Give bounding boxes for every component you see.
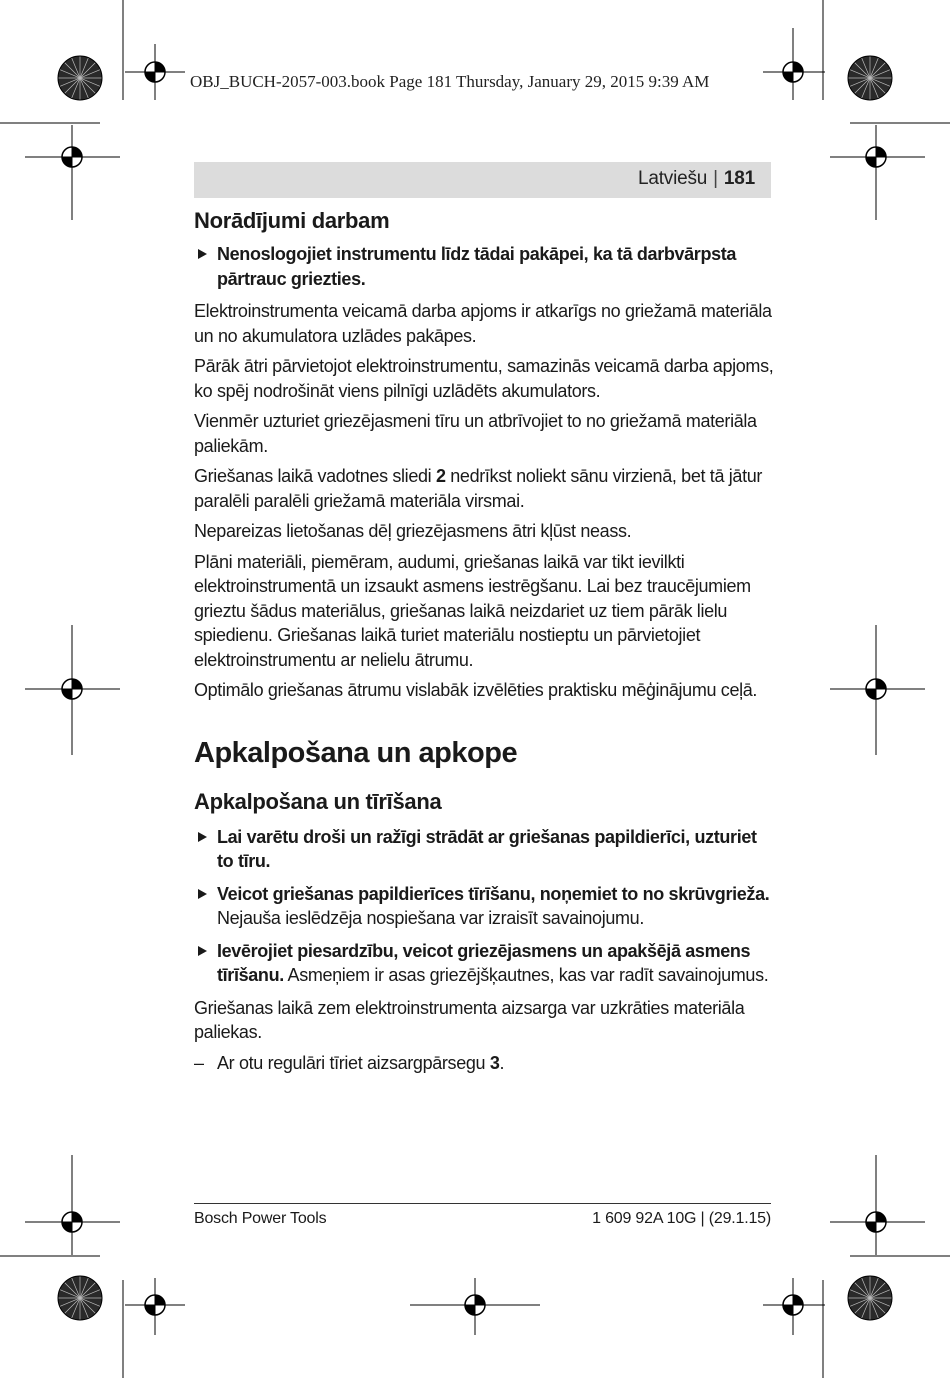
paragraph xyxy=(194,464,774,513)
page-content xyxy=(194,206,774,1081)
dash-text-end: . xyxy=(499,1052,505,1073)
bullet-triangle-icon xyxy=(198,249,207,259)
page-header-label xyxy=(638,168,755,190)
warning-bullet xyxy=(194,882,774,931)
paragraph: Plāni materiāli, piemēram, audumi, griešanas laikā var tikt ievilkti elektroinstrumentā un izsaukt asmens iestrēgšanu. Lai bez traucējumiem grieztu šādus materiālus, griešanas laikā neizdariet uz tiem pārāk lielu spiedienu. Griešanas laikā turiet materiālu nostieptu un pārvietojiet elektroinstrumentu ar nelielu ātrumu. xyxy=(194,551,751,670)
paragraph-text: Griešanas laikā vadotnes sliedi xyxy=(194,466,436,486)
footer-doc-id: 1 609 92A 10G | (29.1.15) xyxy=(592,1210,771,1227)
header-separator: | xyxy=(713,168,718,189)
header-page-number: 181 xyxy=(723,168,755,189)
page-header-bar xyxy=(194,162,771,198)
dash-text: Ar otu regulāri tīriet aizsargpārsegu xyxy=(217,1052,490,1073)
part-reference: 2 xyxy=(435,466,446,486)
warning-bullet xyxy=(194,825,774,874)
paragraph: Griešanas laikā zem elektroinstrumenta aizsarga var uzkrāties materiāla paliekas. xyxy=(194,997,745,1042)
bullet-triangle-icon xyxy=(198,946,207,956)
footer-brand: Bosch Power Tools xyxy=(194,1210,327,1227)
chapter-title: Apkalpošana un apkope xyxy=(194,736,518,769)
paragraph: Vienmēr uzturiet griezējasmeni tīru un atbrīvojiet to no griežamā materiāla paliekām. xyxy=(194,411,757,456)
warning-bullet xyxy=(194,939,774,988)
bullet-triangle-icon xyxy=(198,889,207,899)
subsection-title: Apkalpošana un tīrīšana xyxy=(194,788,442,814)
dash-marker: – xyxy=(194,1052,204,1073)
bullet-text: Asmeņiem ir asas griezējšķautnes, kas var radīt savainojumus. xyxy=(283,965,769,985)
book-slug-line: OBJ_BUCH-2057-003.book Page 181 Thursday, January 29, 2015 9:39 AM xyxy=(190,72,710,91)
bullet-text: Nenoslogojiet instrumentu līdz tādai pakāpei, ka tā darbvārpsta pārtrauc griezties. xyxy=(217,244,737,289)
warning-bullet xyxy=(194,242,774,291)
bullet-text: Nejauša ieslēdzēja nospiešana var izraisīt savainojumu. xyxy=(217,908,644,928)
bullet-bold-text: Veicot griešanas papildierīces tīrīšanu, noņemiet to no skrūvgrieža. xyxy=(217,883,770,904)
bullet-text: Lai varētu droši un ražīgi strādāt ar griešanas papildierīci, uzturiet to tīru. xyxy=(217,826,757,871)
paragraph: Nepareizas lietošanas dēļ griezējasmens ātri kļūst neass. xyxy=(194,521,632,541)
paragraph-text: nedrīkst noliekt sānu virzienā, bet tā jātur paralēli paralēli griežamā materiāla virsmai. xyxy=(194,466,763,511)
part-reference: 3 xyxy=(489,1052,500,1073)
dash-list-item xyxy=(194,1051,774,1076)
header-language: Latviešu xyxy=(637,168,708,189)
paragraph: Pārāk ātri pārvietojot elektroinstrumentu, samazinās veicamā darba apjoms, ko spēj nodrošināt viens pilnīgi uzlādēts akumulators. xyxy=(194,356,774,401)
paragraph: Elektroinstrumenta veicamā darba apjoms ir atkarīgs no griežamā materiāla un no akumulatora uzlādes pakāpes. xyxy=(194,301,772,346)
bullet-bold-text: Ievērojiet piesardzību, veicot griezējasmens un apakšējā asmens tīrīšanu. xyxy=(217,940,751,985)
bullet-triangle-icon xyxy=(198,832,207,842)
section-title: Norādījumi darbam xyxy=(194,208,390,233)
paragraph: Optimālo griešanas ātrumu vislabāk izvēlēties praktisku mēģinājumu ceļā. xyxy=(194,680,758,700)
footer-rule xyxy=(194,1203,771,1204)
